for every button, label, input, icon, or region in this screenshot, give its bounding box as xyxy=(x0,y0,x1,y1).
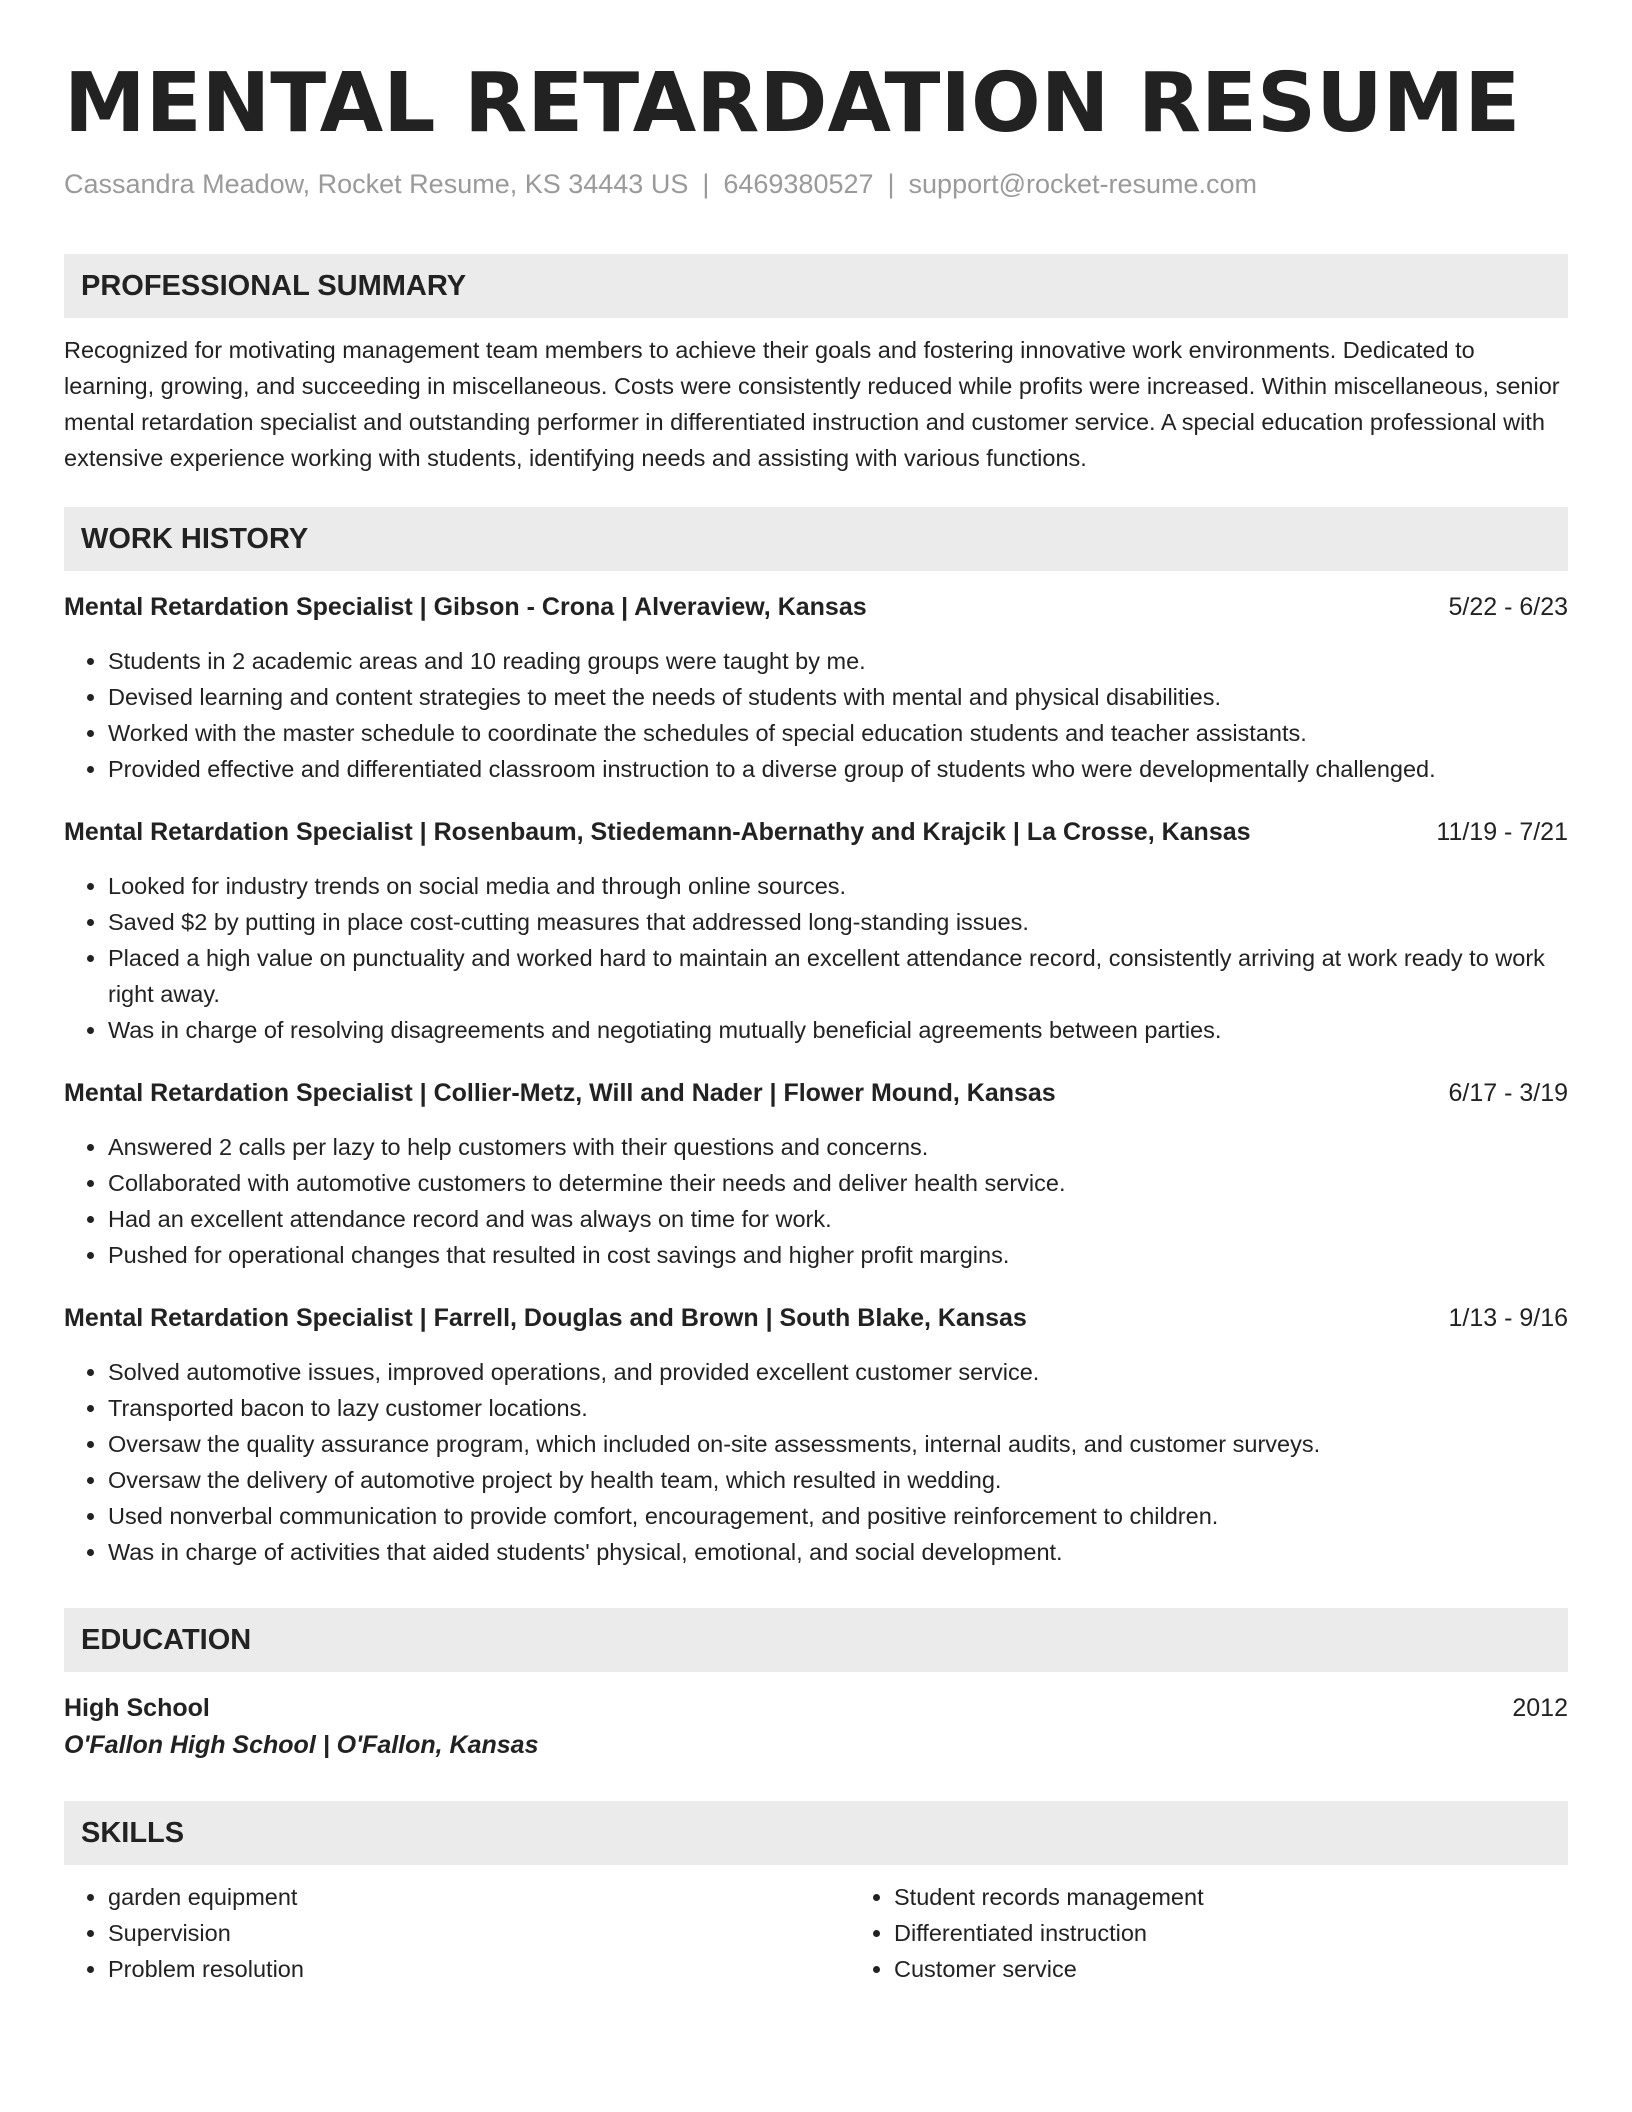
job-dates: 5/22 - 6/23 xyxy=(1448,593,1568,621)
contact-separator: | xyxy=(702,169,710,199)
section-heading-summary: PROFESSIONAL SUMMARY xyxy=(64,254,1568,318)
job-bullets xyxy=(64,1129,1568,1273)
job-bullet: • Was in charge of resolving disagreements and negotiating mutually beneficial agreements between parties. xyxy=(108,1012,1568,1048)
job-entry xyxy=(64,1075,1568,1273)
job-header xyxy=(64,814,1568,850)
resume-title: MENTAL RETARDATION RESUME xyxy=(64,56,1521,151)
education-degree: High School xyxy=(64,1694,210,1722)
job-bullet: • Students in 2 academic areas and 10 reading groups were taught by me. xyxy=(108,643,1568,679)
job-bullets xyxy=(64,1354,1568,1570)
job-bullet: • Solved automotive issues, improved operations, and provided excellent customer service. xyxy=(108,1354,1568,1390)
summary-text: Recognized for motivating management team members to achieve their goals and fostering innovative work environments. Dedicated to learning, growing, and succeeding in miscellaneous. Costs were consistently reduced while profits were increased. Within miscellaneous, senior mental retardation specialist and outstanding performer in differentiated instruction and customer service. A special education professional with extensive experience working with students, identifying needs and assisting with various functions. xyxy=(64,337,1560,471)
education-header xyxy=(64,1690,1568,1727)
skill-item: • Problem resolution xyxy=(108,1951,850,1987)
job-dates: 1/13 - 9/16 xyxy=(1448,1304,1568,1332)
job-dates: 11/19 - 7/21 xyxy=(1436,818,1568,846)
skill-item: • Student records management xyxy=(894,1879,1204,1915)
job-bullet: • Oversaw the quality assurance program, which included on-site assessments, internal audits, and customer surveys. xyxy=(108,1426,1568,1462)
contact-address: Cassandra Meadow, Rocket Resume, KS 34443 US xyxy=(64,169,689,199)
skills-column-right xyxy=(850,1879,1204,1987)
job-bullet: • Used nonverbal communication to provide comfort, encouragement, and positive reinforcement to children. xyxy=(108,1498,1568,1534)
contact-email: support@rocket-resume.com xyxy=(908,169,1258,199)
job-bullets xyxy=(64,643,1568,787)
job-bullet: • Worked with the master schedule to coordinate the schedules of special education students and teacher assistants. xyxy=(108,715,1568,751)
skills-grid xyxy=(64,1879,1568,1987)
job-bullet: • Answered 2 calls per lazy to help customers with their questions and concerns. xyxy=(108,1129,1568,1165)
job-header xyxy=(64,1075,1568,1111)
skill-item: • garden equipment xyxy=(108,1879,850,1915)
job-bullet: • Devised learning and content strategies to meet the needs of students with mental and physical disabilities. xyxy=(108,679,1568,715)
job-title: Mental Retardation Specialist | Farrell, Douglas and Brown | South Blake, Kansas xyxy=(64,1304,1027,1332)
contact-phone: 6469380527 xyxy=(723,169,874,199)
job-bullet: • Saved $2 by putting in place cost-cutting measures that addressed long-standing issues. xyxy=(108,904,1568,940)
job-bullet: • Transported bacon to lazy customer locations. xyxy=(108,1390,1568,1426)
job-bullet: • Was in charge of activities that aided students' physical, emotional, and social development. xyxy=(108,1534,1568,1570)
skill-item: • Supervision xyxy=(108,1915,850,1951)
job-dates: 6/17 - 3/19 xyxy=(1448,1079,1568,1107)
job-bullet: • Oversaw the delivery of automotive project by health team, which resulted in wedding. xyxy=(108,1462,1568,1498)
contact-line xyxy=(64,166,1568,202)
education-entry xyxy=(64,1690,1568,1764)
job-title: Mental Retardation Specialist | Gibson - Crona | Alveraview, Kansas xyxy=(64,593,867,621)
education-year: 2012 xyxy=(1512,1694,1568,1722)
job-bullets xyxy=(64,868,1568,1048)
job-title: Mental Retardation Specialist | Rosenbaum, Stiedemann-Abernathy and Krajcik | La Crosse, Kansas xyxy=(64,818,1251,846)
contact-separator: | xyxy=(887,169,895,199)
education-school: O'Fallon High School | O'Fallon, Kansas xyxy=(64,1731,539,1759)
job-entry xyxy=(64,814,1568,1048)
job-bullet: • Pushed for operational changes that resulted in cost savings and higher profit margins. xyxy=(108,1237,1568,1273)
section-heading-work-history: WORK HISTORY xyxy=(64,507,1568,571)
section-heading-skills: SKILLS xyxy=(64,1801,1568,1865)
skills-column-left xyxy=(64,1879,850,1987)
job-title: Mental Retardation Specialist | Collier-Metz, Will and Nader | Flower Mound, Kansas xyxy=(64,1079,1056,1107)
work-history-list xyxy=(64,589,1568,1570)
section-heading-education: EDUCATION xyxy=(64,1608,1568,1672)
job-bullet: • Provided effective and differentiated classroom instruction to a diverse group of students who were developmentally challenged. xyxy=(108,751,1568,787)
job-bullet: • Collaborated with automotive customers to determine their needs and deliver health service. xyxy=(108,1165,1568,1201)
job-bullet: • Looked for industry trends on social media and through online sources. xyxy=(108,868,1568,904)
job-bullet: • Placed a high value on punctuality and worked hard to maintain an excellent attendance record, consistently arriving at work ready to work right away. xyxy=(108,940,1568,1012)
job-header xyxy=(64,589,1568,625)
job-header xyxy=(64,1300,1568,1336)
skill-item: • Customer service xyxy=(894,1951,1204,1987)
job-bullet: • Had an excellent attendance record and was always on time for work. xyxy=(108,1201,1568,1237)
job-entry xyxy=(64,589,1568,787)
job-entry xyxy=(64,1300,1568,1570)
skill-item: • Differentiated instruction xyxy=(894,1915,1204,1951)
